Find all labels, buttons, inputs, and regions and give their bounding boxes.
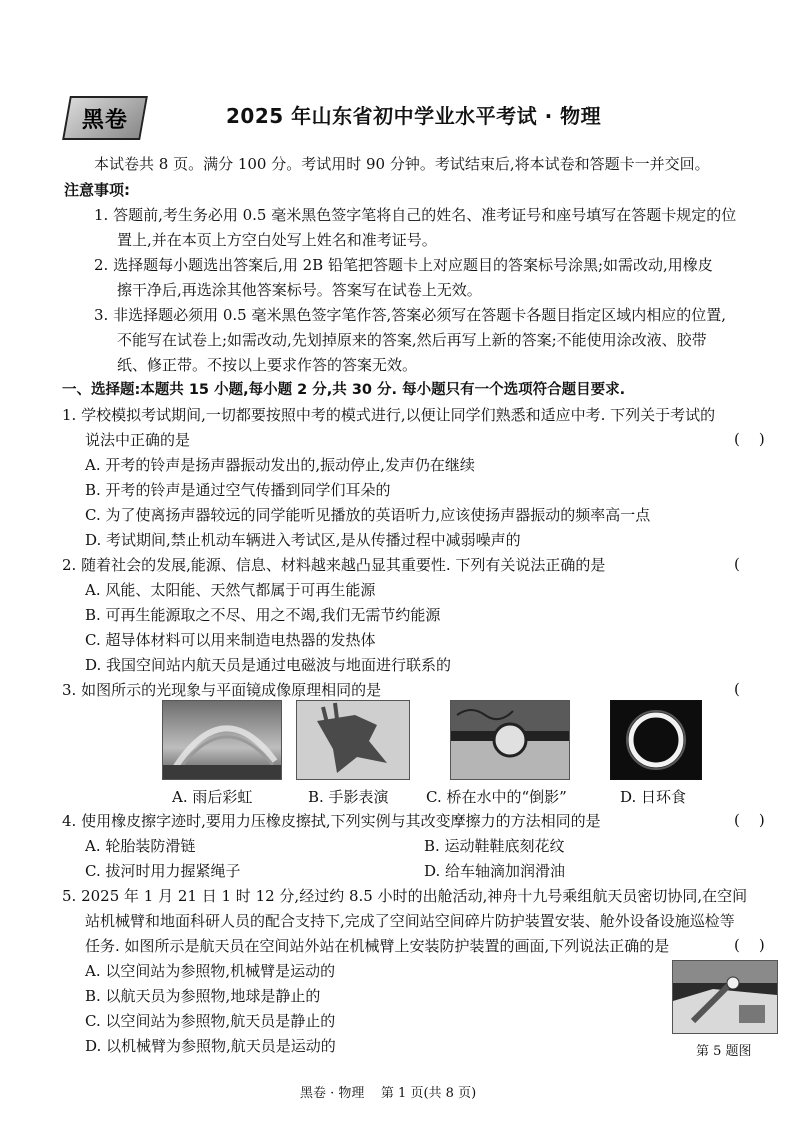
annular-eclipse-photo [610,700,702,780]
q4-option-d: D. 给车轴滴加润滑油 [424,862,566,880]
q5-stem: 任务. 如图所示是航天员在空间站外站在机械臂上安装防护装置的画面,下列说法正确的是 [85,937,670,955]
notes-line: 纸、修正带。不按以上要求作答的答案无效。 [117,356,418,374]
notes-heading: 注意事项: [64,181,130,199]
q2-stem: 2. 随着社会的发展,能源、信息、材料越来越凸显其重要性. 下列有关说法正确的是 [62,556,606,574]
q1-stem: 1. 学校模拟考试期间,一切都要按照中考的模式进行,以便让同学们熟悉和适应中考. 下列关于考试的 [62,406,716,424]
q1-option-b: B. 开考的铃声是通过空气传播到同学们耳朵的 [85,481,391,499]
q4-option-c: C. 拔河时用力握紧绳子 [85,862,241,880]
q4-option-a: A. 轮胎装防滑链 [85,837,196,855]
page-title: 2025 年山东省初中学业水平考试 · 物理 [226,104,602,128]
q3-caption-d: D. 日环食 [620,788,687,806]
q3-stem: 3. 如图所示的光现象与平面镜成像原理相同的是 [62,681,382,699]
notes-line: 2. 选择题每小题选出答案后,用 2B 铅笔把答题卡上对应题目的答案标号涂黑;如需改动,用橡皮 [94,256,713,274]
q3-caption-a: A. 雨后彩虹 [172,788,253,806]
q5-stem: 5. 2025 年 1 月 21 日 1 时 12 分,经过约 8.5 小时的出舱活动,神舟十九号乘组航天员密切协同,在空间 [62,887,748,905]
q2-option-a: A. 风能、太阳能、天然气都属于可再生能源 [85,581,376,599]
q1-option-a: A. 开考的铃声是扬声器振动发出的,振动停止,发声仍在继续 [85,456,475,474]
q2-option-c: C. 超导体材料可以用来制造电热器的发热体 [85,631,376,649]
notes-line: 擦干净后,再选涂其他答案标号。答案写在试卷上无效。 [117,281,482,299]
q3-caption-c: C. 桥在水中的“倒影” [426,788,567,806]
intro-text: 本试卷共 8 页。满分 100 分。考试用时 90 分钟。考试结束后,将本试卷和答题卡一并交回。 [94,155,710,173]
q4-option-b: B. 运动鞋鞋底刻花纹 [424,837,565,855]
hand-shadow-photo [296,700,410,780]
section-heading: 一、选择题:本题共 15 小题,每小题 2 分,共 30 分. 每小题只有一个选项符合题目要求. [62,382,626,398]
q1-option-c: C. 为了使离扬声器较远的同学能听见播放的英语听力,应该使扬声器振动的频率高一点 [85,506,651,524]
q5-option-c: C. 以空间站为参照物,航天员是静止的 [85,1012,336,1030]
q1-stem: 说法中正确的是 [85,431,191,449]
q3-caption-b: B. 手影表演 [308,788,389,806]
badge-label: 黑卷 [81,107,128,133]
notes-line: 1. 答题前,考生务必用 0.5 毫米黑色签字笔将自己的姓名、准考证号和座号填写在答题卡规定的位 [94,206,737,224]
notes-line: 3. 非选择题必须用 0.5 毫米黑色签字笔作答,答案必须写在答题卡各题目指定区域内相应的位置, [94,306,727,324]
q3-answer-paren: ( [734,680,740,698]
q2-answer-paren: ( [734,555,740,573]
q2-option-d: D. 我国空间站内航天员是通过电磁波与地面进行联系的 [85,656,452,674]
notes-line: 置上,并在本页上方空白处写上姓名和准考证号。 [117,231,437,249]
q1-answer-paren: ( ) [734,430,765,448]
astronaut-robot-arm-photo [672,960,778,1034]
q4-stem: 4. 使用橡皮擦字迹时,要用力压橡皮擦拭,下列实例与其改变摩擦力的方法相同的是 [62,812,601,830]
q5-figure-caption: 第 5 题图 [696,1044,752,1059]
notes-line: 不能写在试卷上;如需改动,先划掉原来的答案,然后再写上新的答案;不能使用涂改液、胶带 [117,331,707,349]
q5-answer-paren: ( ) [734,936,765,954]
q1-option-d: D. 考试期间,禁止机动车辆进入考试区,是从传播过程中减弱噪声的 [85,531,521,549]
q2-option-b: B. 可再生能源取之不尽、用之不竭,我们无需节约能源 [85,606,441,624]
rainbow-photo [162,700,282,780]
page-footer: 黑卷 · 物理 第 1 页(共 8 页) [300,1086,477,1101]
q5-option-a: A. 以空间站为参照物,机械臂是运动的 [85,962,336,980]
bridge-reflection-photo [450,700,570,780]
q5-option-d: D. 以机械臂为参照物,航天员是运动的 [85,1037,336,1055]
q4-answer-paren: ( ) [734,811,765,829]
q5-stem: 站机械臂和地面科研人员的配合支持下,完成了空间站空间碎片防护装置安装、舱外设备设施巡检等 [85,912,735,930]
q5-option-b: B. 以航天员为参照物,地球是静止的 [85,987,321,1005]
exam-brand-badge [62,96,148,140]
